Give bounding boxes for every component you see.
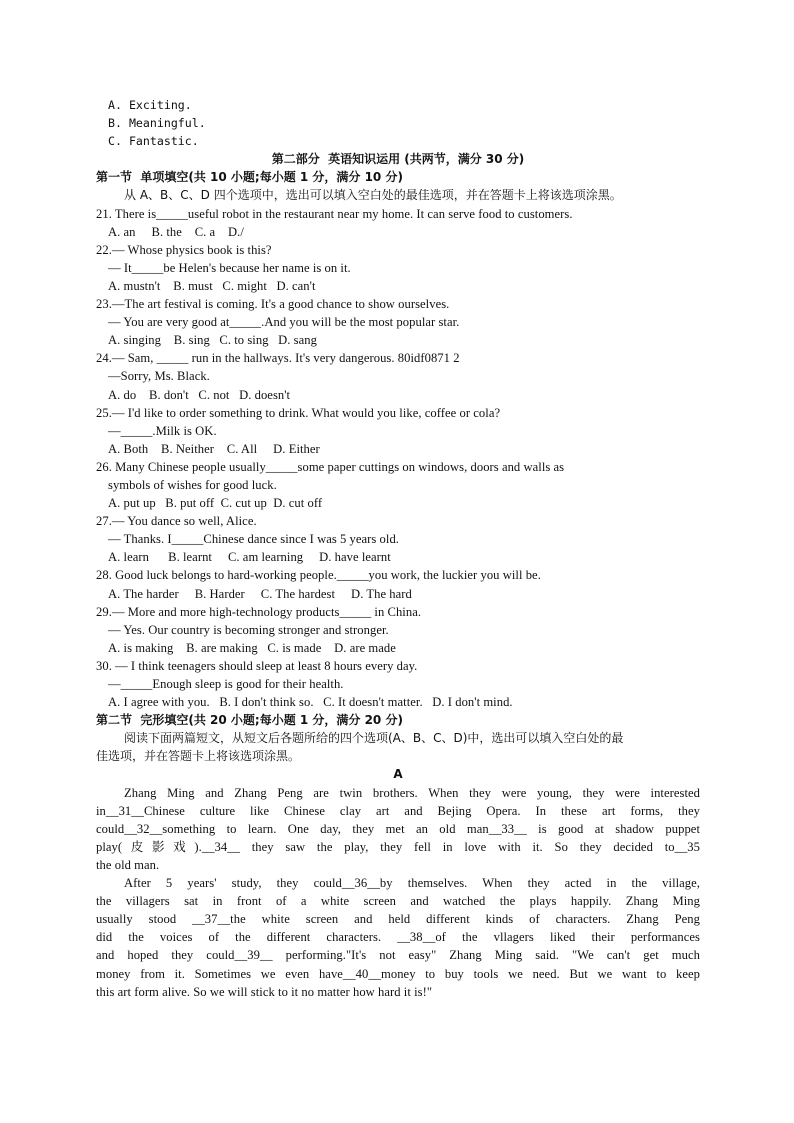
question-stem: 30. — I think teenagers should sleep at least 8 hours every day. [96,658,418,673]
section1-title: 第一节 单项填空(共 10 小题;每小题 1 分，满分 10 分) [96,170,403,185]
passage-line: Zhang Ming and Zhang Peng are twin brothers. When they were young, they were interested [124,785,700,800]
question-stem-continued: —_____Enough sleep is good for their health. [108,677,344,691]
section1-instructions: 从 A、B、C、D 四个选项中，选出可以填入空白处的最佳选项，并在答题卡上将该选项涂黑。 [124,188,622,203]
question-stem-continued: —Sorry, Ms. Black. [108,369,210,384]
question-options: A. is making B. are making C. is made D. are made [108,640,396,655]
question-stem-continued: — Yes. Our country is becoming stronger and stronger. [108,622,389,637]
question-stem: 27.— You dance so well, Alice. [96,514,257,529]
question-item [96,349,700,403]
question-item [96,458,700,512]
question-item [96,657,700,711]
question-options: A. singing B. sing C. to sing D. sang [108,333,317,348]
question-stem: 28. Good luck belongs to hard-working people._____you work, the luckier you will be. [96,568,541,583]
question-item [96,295,700,349]
question-stem: 26. Many Chinese people usually_____some paper cuttings on windows, doors and walls as [96,459,565,474]
question-item [96,205,700,241]
question-options: A. do B. don't C. not D. doesn't [108,387,291,402]
passage-line: in__31__Chinese culture like Chinese clay art and Bejing Opera. In these art forms, they [96,803,700,818]
question-stem-continued: — It_____be Helen's because her name is on it. [108,260,351,275]
section2-instructions-line2: 佳选项，并在答题卡上将该选项涂黑。 [96,749,301,764]
option-b: B. Meaningful. [108,116,206,131]
question-stem: 29.— More and more high-technology products_____ in China. [96,604,422,619]
passage-line: and hoped they could__39__ performing."It's not easy" Zhang Ming said. "We can't get much [96,948,700,963]
question-options: A. I agree with you. B. I don't think so. C. It doesn't matter. D. I don't mind. [108,695,513,710]
question-stem-continued: — Thanks. I_____Chinese dance since I was 5 years old. [108,532,400,547]
question-options: A. The harder B. Harder C. The hardest D. The hard [108,586,412,601]
part2-title: 第二部分 英语知识运用 (共两节，满分 30 分) [271,152,525,167]
question-item [96,404,700,458]
question-stem: 21. There is_____useful robot in the restaurant near my home. It can serve food to customers. [96,206,573,221]
question-options: A. an B. the C. a D./ [108,224,244,239]
passage-line: the old man. [96,857,160,872]
passage-line: did the voices of the different characters. __38__of the vllagers liked their performances [96,930,700,945]
section2-title: 第二节 完形填空(共 20 小题;每小题 1 分，满分 20 分) [96,713,403,728]
section2-instructions-line1: 阅读下面两篇短文，从短文后各题所给的四个选项(A、B、C、D)中，选出可以填入空白处的最 [124,731,624,746]
passage-line: could__32__something to learn. One day, they met an old man__33__ is good at shadow puppet [96,821,700,836]
question-stem: 22.— Whose physics book is this? [96,242,272,257]
question-options: A. learn B. learnt C. am learning D. have learnt [108,550,391,565]
question-item [96,566,700,602]
option-a: A. Exciting. [108,98,192,112]
passage-line: the villagers sat in front of a white screen and watched the plays happily. Zhang Ming [96,894,700,909]
q20-options [96,96,700,150]
question-stem-continued: — You are very good at_____.And you will be the most popular star. [108,315,460,330]
passage-line: play(皮影戏).__34__ they saw the play, they fell in love with it. So they decided to__35 [96,839,700,854]
question-options: A. put up B. put off C. cut up D. cut off [108,496,323,511]
question-options: A. mustn't B. must C. might D. can't [108,278,316,293]
question-options: A. Both B. Neither C. All D. Either [108,441,320,456]
passage-line: usually stood __37__the white screen and held different kinds of characters. Zhang Peng [96,912,700,927]
passage-label: A [393,767,403,782]
passage-line: this art form alive. So we will stick to it no matter how hard it is!" [96,984,433,999]
passage-a [96,784,700,1001]
passage-line: After 5 years' study, they could__36__by themselves. When they acted in the village, [124,876,700,891]
question-stem: 25.— I'd like to order something to drink. What would you like, coffee or cola? [96,405,501,420]
question-stem-continued: symbols of wishes for good luck. [108,477,277,492]
question-stem-continued: —_____.Milk is OK. [108,423,217,438]
exam-page [96,96,700,1001]
question-item [96,241,700,295]
question-item [96,603,700,657]
question-stem: 24.— Sam, _____ run in the hallways. It's very dangerous. 80idf0871 2 [96,351,460,366]
question-list [96,205,700,712]
option-c: C. Fantastic. [108,134,199,149]
passage-line: money from it. Sometimes we even have__40__money to buy tools we need. But we want to keep [96,966,700,981]
question-item [96,512,700,566]
question-stem: 23.—The art festival is coming. It's a good chance to show ourselves. [96,297,450,312]
